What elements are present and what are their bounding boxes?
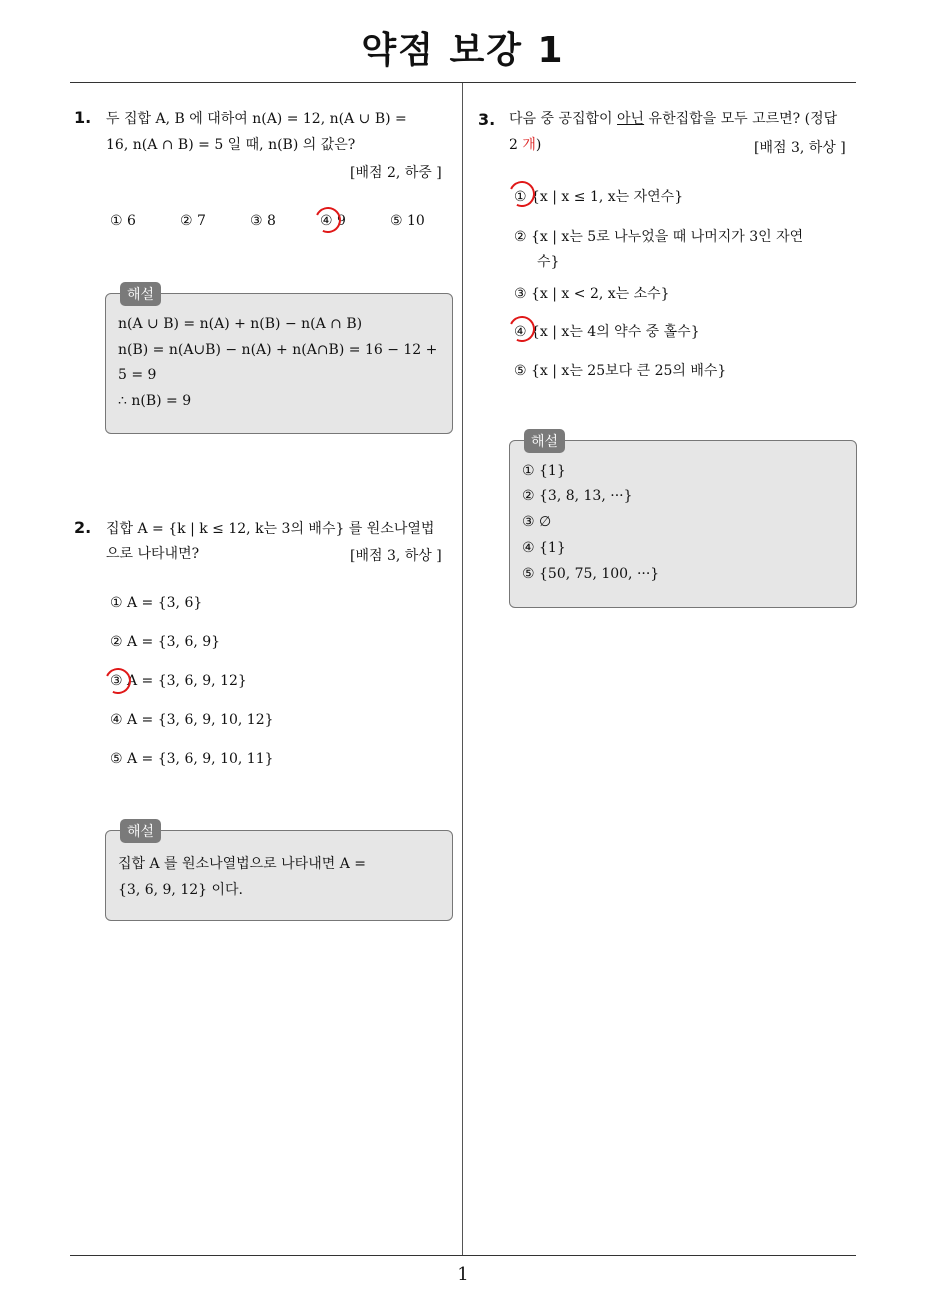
question-1-solution-box — [105, 293, 453, 434]
question-2-choice-5[interactable]: ⑤ A = {3, 6, 9, 10, 11} — [110, 751, 274, 767]
header-rule — [70, 82, 856, 83]
question-3-solution-box — [509, 440, 857, 608]
question-3-choice-2[interactable]: ② {x | x는 5로 나누었을 때 나머지가 3인 자연 — [514, 229, 804, 245]
question-3-choice-1[interactable]: ① {x | x ≤ 1, x는 자연수} — [514, 189, 684, 205]
question-3-solution-line: ④ {1} — [522, 540, 566, 556]
question-3-answer-count: 개 — [522, 137, 536, 153]
question-2-number: 2. — [74, 518, 92, 537]
question-3-underlined-word: 아닌 — [617, 111, 645, 127]
question-2-choice-1[interactable]: ① A = {3, 6} — [110, 595, 203, 611]
question-2-choice-3[interactable]: ③ A = {3, 6, 9, 12} — [110, 673, 247, 689]
question-3-choice-2-cont: 수} — [537, 254, 560, 270]
question-3-solution-line: ② {3, 8, 13, ···} — [522, 488, 633, 504]
question-2-text-line2: 으로 나타내면? — [106, 546, 200, 562]
question-1-score: [배점 2, 하중 ] — [350, 165, 442, 181]
question-1-choice-2[interactable]: ② 7 — [180, 213, 206, 229]
question-2-solution-line: {3, 6, 9, 12} 이다. — [118, 882, 244, 898]
question-1-solution-line: ∴ n(B) = 9 — [118, 393, 192, 409]
question-1-text-line2: 16, n(A ∩ B) = 5 일 때, n(B) 의 값은? — [106, 137, 356, 153]
question-3-text-part: 유한집합을 모두 고르면? (정답 — [644, 111, 838, 127]
question-1-choice-1[interactable]: ① 6 — [110, 213, 136, 229]
question-3-solution-line: ⑤ {50, 75, 100, ···} — [522, 566, 660, 582]
question-1-solution-line: n(A ∪ B) = n(A) + n(B) − n(A ∩ B) — [118, 316, 363, 332]
question-3-choice-4[interactable]: ④ {x | x는 4의 약수 중 홀수} — [514, 324, 700, 340]
column-divider — [462, 83, 463, 1255]
question-1-choice-5[interactable]: ⑤ 10 — [390, 213, 425, 229]
page-number: 1 — [457, 1264, 469, 1285]
question-2-text-line1: 집합 A = {k | k ≤ 12, k는 3의 배수} 를 원소나열법 — [106, 521, 435, 537]
question-1-text-line1: 두 집합 A, B 에 대하여 n(A) = 12, n(A ∪ B) = — [106, 111, 407, 127]
question-1-solution-line: 5 = 9 — [118, 367, 157, 383]
question-3-choice-5[interactable]: ⑤ {x | x는 25보다 큰 25의 배수} — [514, 363, 727, 379]
question-2-solution-line: 집합 A 를 원소나열법으로 나타내면 A = — [118, 856, 366, 872]
question-2-solution-label: 해설 — [120, 819, 161, 843]
answer-mark-q2 — [101, 664, 134, 697]
question-1-number: 1. — [74, 108, 92, 127]
question-3-solution-label: 해설 — [524, 429, 565, 453]
question-2-score: [배점 3, 하상 ] — [350, 548, 442, 564]
question-1-choice-4[interactable]: ④ 9 — [320, 213, 346, 229]
page-title: 약점 보강 1 — [361, 30, 565, 71]
question-3-score: [배점 3, 하상 ] — [754, 140, 846, 156]
question-2-choice-4[interactable]: ④ A = {3, 6, 9, 10, 12} — [110, 712, 274, 728]
question-3-text-part: 다음 중 공집합이 — [509, 111, 618, 127]
question-1-solution-line: n(B) = n(A∪B) − n(A) + n(A∩B) = 16 − 12 + — [118, 342, 438, 358]
question-2-solution-box — [105, 830, 453, 921]
footer-rule — [70, 1255, 856, 1256]
question-3-solution-line: ③ ∅ — [522, 514, 552, 530]
question-3-text-line2 — [509, 132, 541, 158]
question-3-text-part: 2 — [509, 137, 523, 153]
question-1-solution-label: 해설 — [120, 282, 161, 306]
question-3-text-line1 — [509, 106, 837, 132]
question-2-choice-2[interactable]: ② A = {3, 6, 9} — [110, 634, 221, 650]
question-3-text-part: ) — [535, 137, 542, 153]
question-3-solution-line: ① {1} — [522, 463, 566, 479]
question-1-choice-3[interactable]: ③ 8 — [250, 213, 276, 229]
question-3-choice-3[interactable]: ③ {x | x < 2, x는 소수} — [514, 286, 670, 302]
question-3-number: 3. — [478, 110, 496, 129]
answer-mark-q1 — [311, 203, 344, 236]
